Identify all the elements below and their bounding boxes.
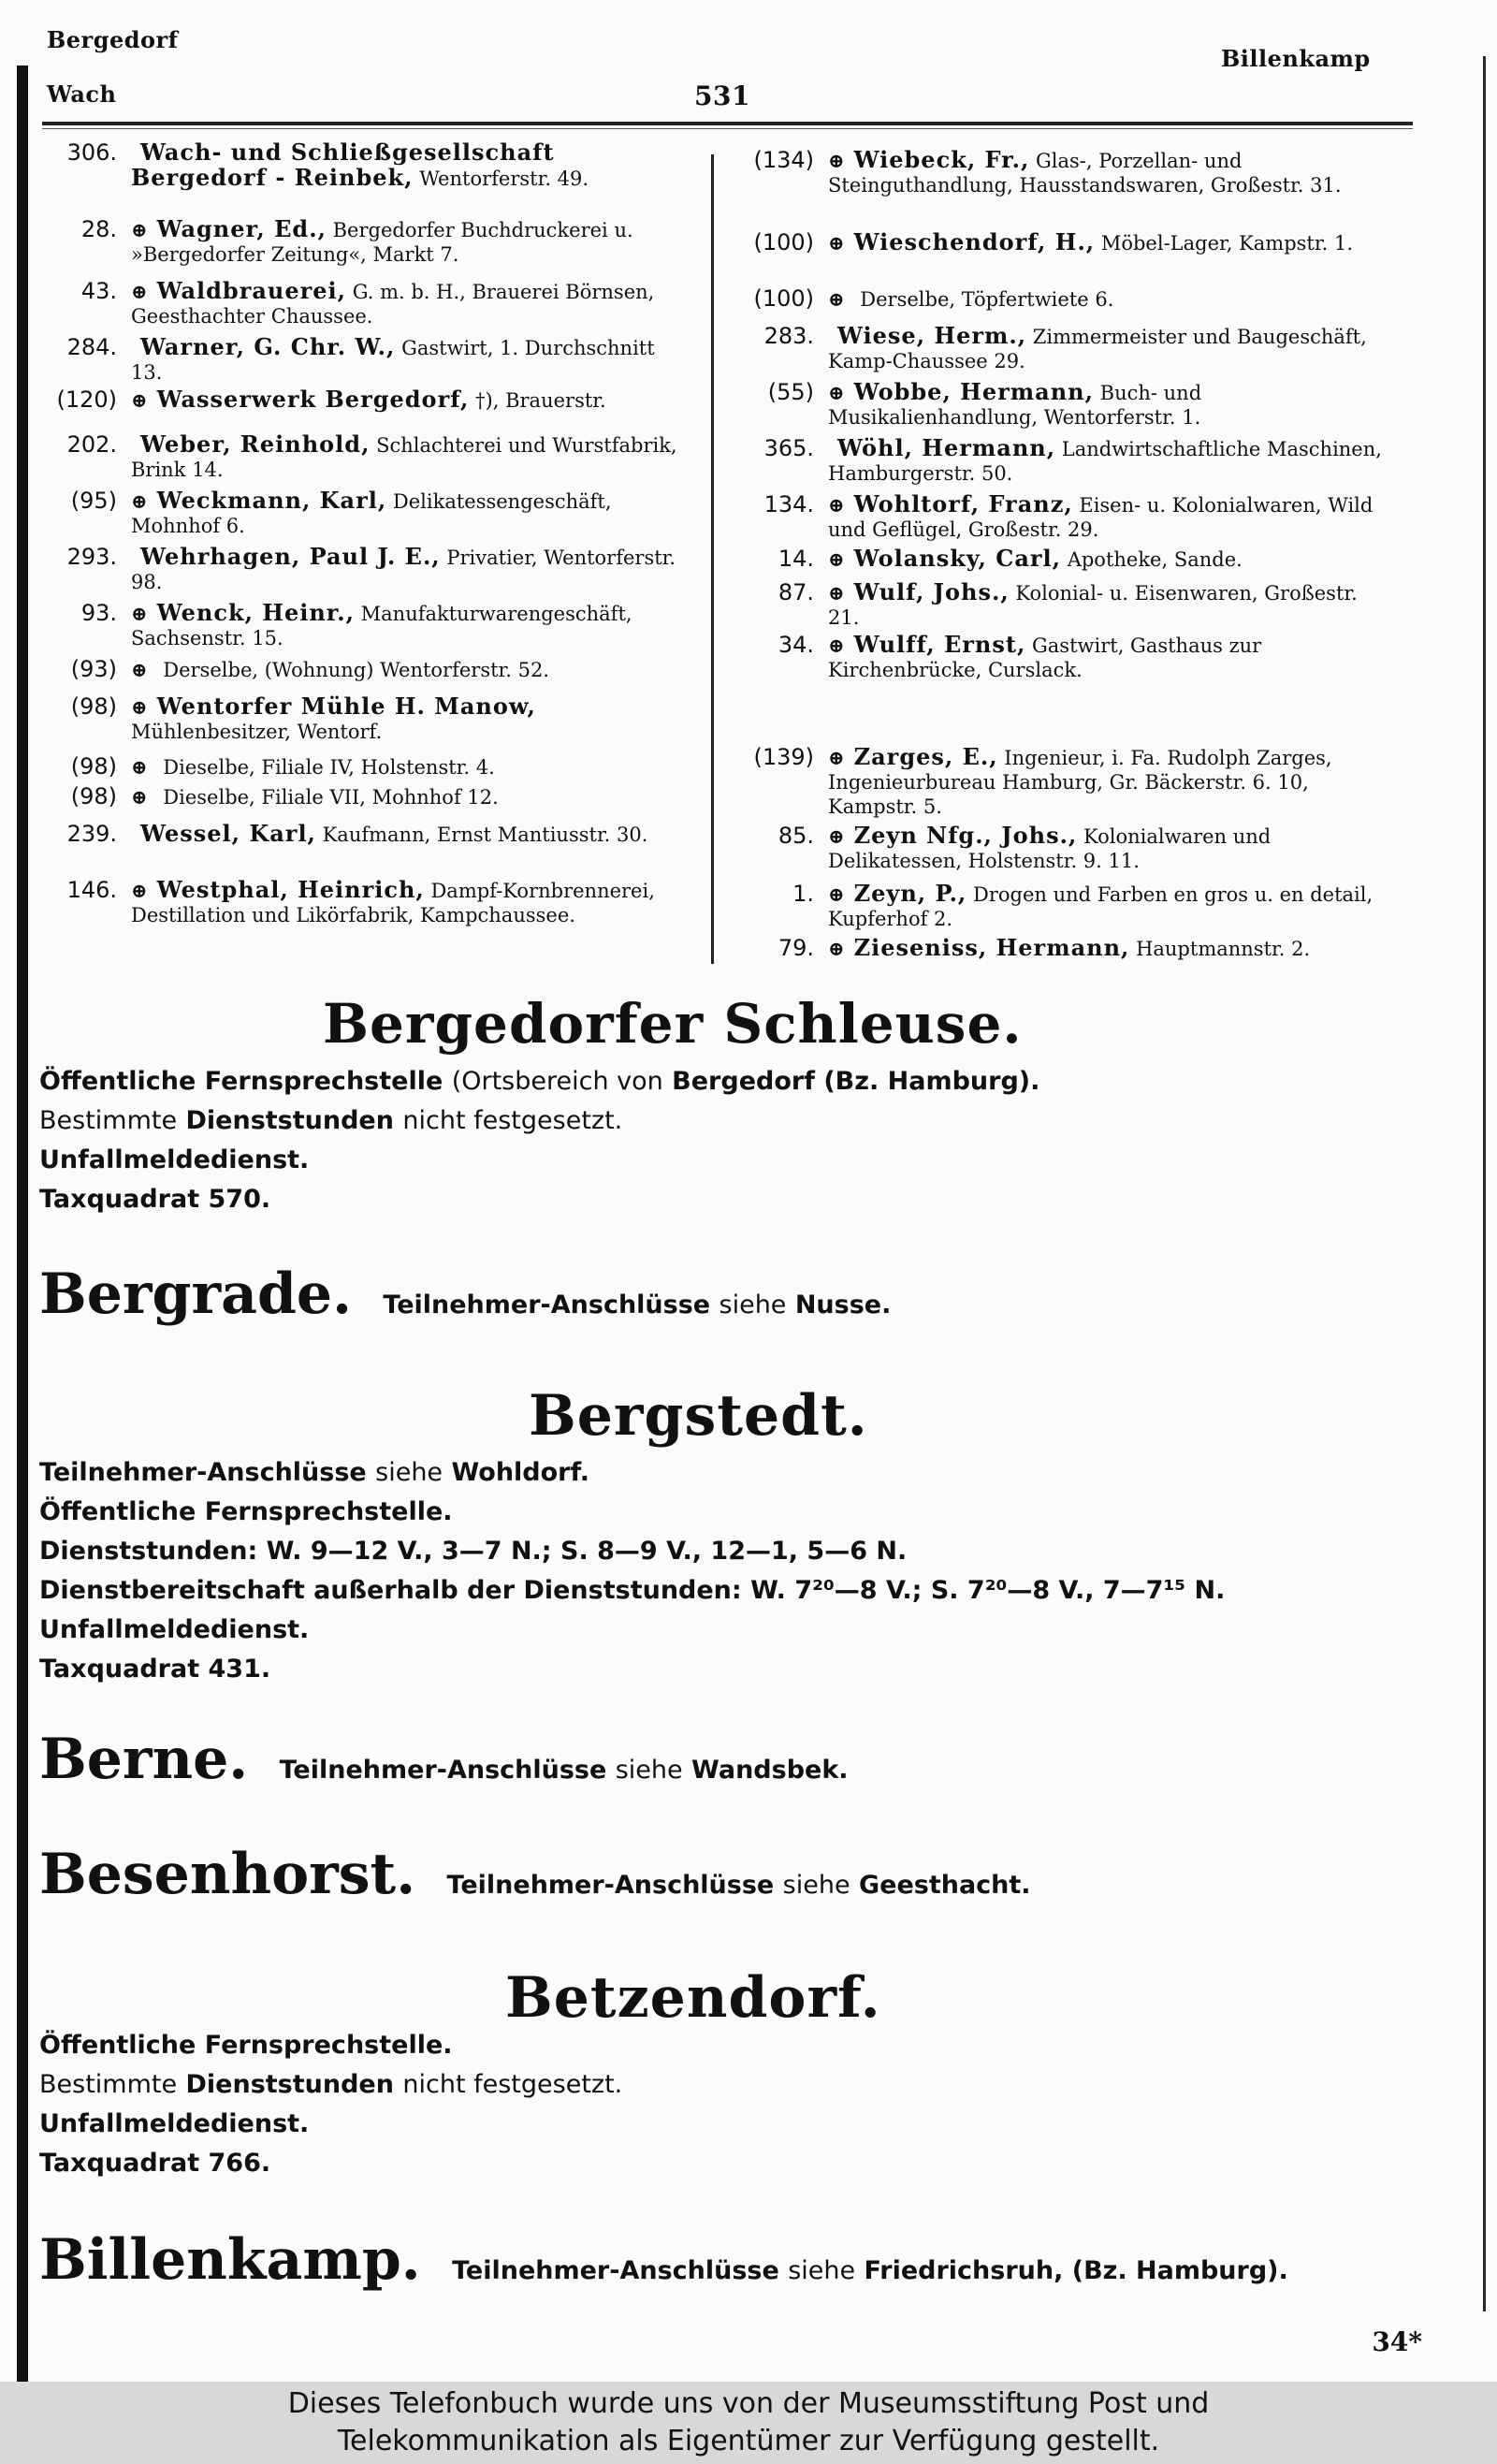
entry-text [131,822,688,847]
entry-text [131,335,688,385]
telephone-symbol-icon: ⊕ [828,493,845,517]
besenhorst-entry: Besenhorst. Teilnehmer-Anschlüsse siehe Geesthacht. [39,1842,1031,1907]
betzendorf-line-1: Öffentliche Fernsprechstelle. [39,2031,453,2060]
entry-text [828,936,1385,961]
schleuse-line-3: Unfallmeldedienst. [39,1145,310,1174]
entry-number: 134. [763,491,814,518]
entry-name: Wohltorf, Franz, [853,490,1073,518]
header-rule-thin [42,128,1413,129]
entry-details: Privatier, Wentorferstr. 98. [131,547,676,593]
entry-name: Zieseniss, Hermann, [853,934,1130,961]
schleuse-line-4: Taxquadrat 570. [39,1185,271,1214]
page-edge-rule [1483,56,1486,2311]
bergstedt-line-5: Unfallmeldedienst. [39,1615,310,1644]
entry-text [131,140,688,191]
entry-text [828,633,1385,682]
betzendorf-line-4: Taxquadrat 766. [39,2149,271,2178]
entry-number: 146. [66,877,117,903]
entry-details: Landwirtschaftliche Maschinen, Hamburgerstr. 50. [828,438,1382,485]
entry-text [131,545,688,594]
header-left-top: Bergedorf [47,26,179,53]
telephone-symbol-icon: ⊕ [131,280,148,303]
entry-name: Wasserwerk Bergedorf, [156,386,470,413]
entry-number: (100) [753,229,814,255]
archive-footer [0,2382,1497,2464]
entry-text [828,745,1385,819]
entry-number: 293. [66,544,117,570]
bergstedt-line-6: Taxquadrat 431. [39,1655,271,1684]
entry-details: Bergedorfer Buchdruckerei u. »Bergedorfer Zeitung«, Markt 7. [131,219,633,266]
entry-text [828,436,1385,486]
entry-text [828,324,1385,373]
entry-details: Dampf-Kornbrennerei, Destillation und Likörfabrik, Kampchaussee. [131,880,655,926]
column-separator [711,154,714,964]
bergstedt-line-4: Dienstbereitschaft außerhalb der Dienststunden: W. 7²⁰—8 V.; S. 7²⁰—8 V., 7—7¹⁵ N. [39,1576,1226,1605]
telephone-symbol-icon: ⊕ [131,785,148,809]
entry-details: Drogen und Farben en gros u. en detail, Kupferhof 2. [828,883,1373,930]
entry-number: (134) [753,147,814,173]
entry-text [131,754,688,780]
entry-text [131,878,688,927]
entry-details: Manufakturwarengeschäft, Sachsenstr. 15. [131,603,632,649]
entry-number: 79. [778,935,814,961]
telephone-symbol-icon: ⊕ [828,937,845,960]
bergstedt-line-3: Dienststunden: W. 9—12 V., 3—7 N.; S. 8—9 V., 12—1, 5—6 N. [39,1537,908,1566]
footer-line-1: Dieses Telefonbuch wurde uns von der Museumsstiftung Post und [287,2387,1210,2420]
entry-details: Möbel-Lager, Kampstr. 1. [1100,232,1353,255]
entry-number: 85. [778,823,814,849]
section-title-bergstedt: Bergstedt. [529,1383,868,1449]
section-title-billenkamp: Billenkamp. [39,2227,421,2293]
entry-number: (139) [753,744,814,770]
entry-name: Weber, Reinhold, [140,430,371,458]
entry-number: 93. [80,600,117,626]
entry-details: Eisen- u. Kolonialwaren, Wild und Geflügel, Großestr. 29. [828,494,1373,541]
entry-number: 239. [66,821,117,847]
entry-name: Wessel, Karl, [140,820,316,847]
entry-details: Buch- und Musikalienhandlung, Wentorferstr. 1. [828,382,1202,429]
entry-number: (120) [56,386,117,413]
entry-number: 283. [763,323,814,349]
entry-number: (98) [70,753,117,780]
header-left-bottom: Wach [47,80,117,108]
betzendorf-line-3: Unfallmeldedienst. [39,2109,310,2138]
entry-details: Dieselbe, Filiale VII, Mohnhof 12. [163,786,499,809]
section-title-bergrade: Bergrade. [39,1261,352,1327]
entry-details: Gastwirt, Gasthaus zur Kirchenbrücke, Curslack. [828,634,1262,681]
entry-text [828,492,1385,542]
telephone-symbol-icon: ⊕ [828,381,845,404]
entry-number: 43. [80,278,117,304]
betzendorf-line-2: Bestimmte Dienststunden nicht festgesetzt. [39,2070,623,2099]
entry-details: †), Brauerstr. [475,389,606,412]
entry-name: Wenck, Heinr., [156,599,355,626]
entry-text [131,488,688,538]
berne-entry: Berne. Teilnehmer-Anschlüsse siehe Wandsbek. [39,1727,849,1792]
entry-name: Wehrhagen, Paul J. E., [140,543,441,570]
entry-details: Zimmermeister und Baugeschäft, Kamp-Chaussee 29. [828,326,1367,372]
entry-number: (98) [70,783,117,809]
entry-name: Warner, G. Chr. W., [140,333,396,360]
telephone-symbol-icon: ⊕ [131,658,148,681]
entry-details: Schlachterei und Wurstfabrik, Brink 14. [131,434,677,481]
bergstedt-line-2: Öffentliche Fernsprechstelle. [39,1497,453,1526]
entry-number: 306. [66,139,117,166]
entry-name: Weckmann, Karl, [156,487,387,514]
telephone-symbol-icon: ⊕ [828,882,845,906]
telephone-symbol-icon: ⊕ [828,231,845,255]
entry-name: Zeyn Nfg., Johs., [853,822,1078,849]
entry-number: (98) [70,693,117,720]
section-title-betzendorf: Betzendorf. [505,1965,881,2031]
entry-text [828,547,1385,572]
entry-number: (100) [753,285,814,312]
telephone-symbol-icon: ⊕ [828,634,845,657]
entry-text [828,380,1385,430]
entry-text [828,148,1385,197]
telephone-symbol-icon: ⊕ [828,824,845,848]
schleuse-line-2: Bestimmte Dienststunden nicht festgesetzt. [39,1106,623,1135]
entry-name: Westphal, Heinrich, [156,876,425,903]
entry-details: Hauptmannstr. 2. [1136,938,1311,960]
telephone-symbol-icon: ⊕ [828,746,845,769]
entry-text [131,279,688,328]
entry-details: Kolonialwaren und Delikatessen, Holstenstr. 9. 11. [828,825,1272,872]
entry-text [131,217,688,267]
entry-details: Derselbe, (Wohnung) Wentorferstr. 52. [163,659,550,681]
entry-text [131,432,688,482]
telephone-symbol-icon: ⊕ [131,602,148,625]
entry-name: Wobbe, Hermann, [853,378,1094,405]
header-right-top: Billenkamp [1221,45,1371,72]
entry-details: Kaufmann, Ernst Mantiusstr. 30. [322,824,648,846]
entry-details: Apotheke, Sande. [1067,548,1243,571]
telephone-symbol-icon: ⊕ [131,695,148,719]
entry-text [131,694,688,744]
telephone-symbol-icon: ⊕ [131,388,148,412]
binding-shadow [17,66,28,2382]
entry-details: G. m. b. H., Brauerei Börnsen, Geesthachter Chaussee. [131,281,655,328]
telephone-symbol-icon: ⊕ [828,581,845,605]
entry-name: Wulf, Johs., [853,578,1010,605]
entry-text [828,882,1385,931]
sheet-number: 34* [1372,2326,1422,2357]
footer-line-2: Telekommunikation als Eigentümer zur Verfügung gestellt. [337,2425,1160,2457]
entry-name: Wentorfer Mühle H. Manow, [156,693,536,720]
entry-number: 202. [66,431,117,458]
bergstedt-line-1: Teilnehmer-Anschlüsse siehe Wohldorf. [39,1458,590,1487]
section-title-schleuse: Bergedorfer Schleuse. [323,992,1023,1056]
bergrade-entry: Bergrade. Teilnehmer-Anschlüsse siehe Nusse. [39,1261,892,1327]
entry-name: Zeyn, P., [853,880,967,907]
entry-name: Wach- und Schließgesellschaft Bergedorf - Reinbek, [131,139,555,191]
entry-name: Wöhl, Hermann, [837,434,1056,461]
schleuse-line-1: Öffentliche Fernsprechstelle (Ortsbereich von Bergedorf (Bz. Hamburg). [39,1067,1040,1096]
entry-name: Wulff, Ernst, [853,631,1026,658]
telephone-symbol-icon: ⊕ [828,149,845,172]
entry-details: Wentorferstr. 49. [419,168,589,190]
telephone-symbol-icon: ⊕ [828,547,845,571]
entry-number: 14. [778,546,814,572]
header-rule [42,122,1413,125]
entry-text [828,580,1385,630]
entry-number: 34. [778,632,814,658]
entry-number: 365. [763,435,814,461]
entry-number: (93) [70,656,117,682]
telephone-symbol-icon: ⊕ [828,287,845,311]
entry-details: Ingenieur, i. Fa. Rudolph Zarges, Ingenieurbureau Hamburg, Gr. Bäckerstr. 6. 10, Kampstr. 5. [828,747,1332,818]
section-title-berne: Berne. [39,1727,249,1792]
entry-text [828,230,1385,255]
entry-text [131,387,688,413]
entry-text [131,784,688,809]
billenkamp-entry: Billenkamp. Teilnehmer-Anschlüsse siehe Friedrichsruh, (Bz. Hamburg). [39,2227,1288,2293]
entry-text [131,601,688,650]
entry-name: Wagner, Ed., [156,215,327,242]
entry-name: Wolansky, Carl, [853,545,1061,572]
entry-details: Dieselbe, Filiale IV, Holstenstr. 4. [163,756,495,779]
entry-name: Waldbrauerei, [156,277,347,304]
entry-number: (55) [767,379,814,405]
entry-details: Delikatessengeschäft, Mohnhof 6. [131,490,612,537]
section-title-besenhorst: Besenhorst. [39,1842,416,1907]
telephone-symbol-icon: ⊕ [131,755,148,779]
entry-name: Wiebeck, Fr., [853,146,1030,173]
entry-details: Mühlenbesitzer, Wentorf. [131,721,383,743]
entry-details: Glas-, Porzellan- und Steinguthandlung, Hausstandswaren, Großestr. 31. [828,150,1342,197]
entry-details: Gastwirt, 1. Durchschnitt 13. [131,337,655,384]
telephone-symbol-icon: ⊕ [131,489,148,513]
entry-text [131,657,688,682]
entry-text [828,286,1385,312]
header-page-number: 531 [694,80,750,111]
entry-text [828,824,1385,873]
entry-number: 1. [792,881,814,907]
entry-name: Wieschendorf, H., [853,228,1096,255]
telephone-symbol-icon: ⊕ [131,218,148,241]
entry-details: Derselbe, Töpfertwiete 6. [860,288,1114,311]
entry-number: 284. [66,334,117,360]
entry-name: Wiese, Herm., [837,322,1027,349]
entry-details: Kolonial- u. Eisenwaren, Großestr. 21. [828,582,1358,629]
entry-number: 28. [80,216,117,242]
entry-number: 87. [778,579,814,605]
telephone-symbol-icon: ⊕ [131,879,148,902]
entry-number: (95) [70,488,117,514]
entry-name: Zarges, E., [853,743,998,770]
